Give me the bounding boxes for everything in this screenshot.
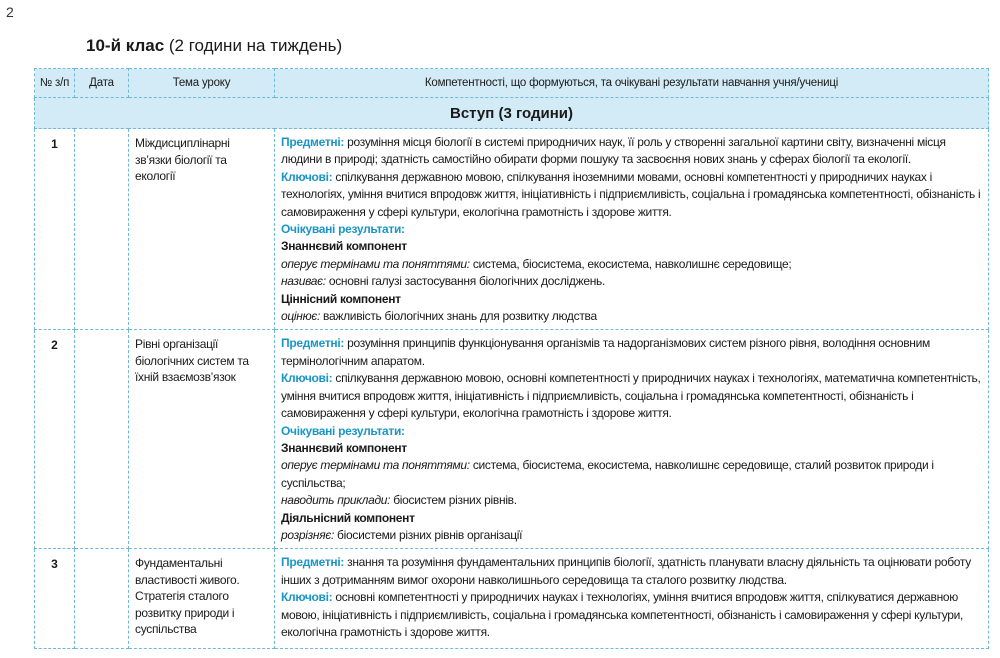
key-label: Ключові: — [281, 590, 333, 605]
key-text: основні компетентності у природничих науках і технологіях, уміння вчитися впродовж життя, спілкуватися державною мовою, ініціативність і підприємливість, соціальна і громадянська компетентності, обізнаність і самовираження у сфері культури, екологічна грамотність і здорове життя. — [281, 590, 964, 639]
header-date: Дата — [75, 69, 129, 98]
subject-label: Предметні: — [281, 336, 345, 351]
results-label: Очікувані результати: — [281, 222, 405, 237]
subject-competencies — [281, 554, 984, 589]
row-number: 1 — [35, 129, 75, 330]
subject-label: Предметні: — [281, 555, 345, 570]
row-topic: Фундаментальні властивості живого. Стратегія сталого розвитку природи і суспільства — [129, 549, 275, 649]
heading-class: 10-й клас — [86, 36, 165, 55]
key-label: Ключові: — [281, 169, 333, 184]
subject-text: розуміння місця біології в системі природничих наук, її роль у створенні загальної картини світу, визначенні місця людини в природі; здатність самостійно обирати форми пошуку та засвоєння нових знань у сферах біології та екології. — [281, 135, 946, 167]
verb-text: основні галузі застосування біологічних досліджень. — [325, 274, 606, 289]
verb-text: система, біосистема, екосистема, навколишнє середовище; — [469, 256, 792, 271]
header-topic: Тема уроку — [129, 69, 275, 98]
key-label: Ключові: — [281, 371, 333, 386]
row-date — [75, 129, 129, 330]
page-heading — [86, 36, 342, 56]
verb: оперує термінами та поняттями: — [281, 256, 470, 271]
verb-text: важливість біологічних знань для розвитку людства — [320, 309, 597, 324]
component-line — [281, 457, 984, 492]
row-date — [75, 549, 129, 649]
table-header-row — [35, 69, 989, 98]
subject-label: Предметні: — [281, 135, 345, 149]
component-title: Знаннєвий компонент — [281, 239, 407, 254]
component-title: Ціннісний компонент — [281, 291, 401, 306]
row-topic: Рівні організації біологічних систем та їхній взаємозв’язок — [129, 330, 275, 549]
table-row — [35, 330, 989, 549]
verb-text: біосистеми різних рівнів організації — [334, 527, 523, 542]
header-number: № з/п — [35, 69, 75, 98]
verb: наводить приклади: — [281, 493, 391, 508]
row-competencies — [275, 330, 989, 549]
subject-text: розуміння принципів функціонування організмів та надорганізмових систем різного рівня, володіння основним термінологічним апаратом. — [281, 336, 930, 368]
subject-text: знання та розуміння фундаментальних принципів біології, здатність планувати власну діяльність та оцінювати роботу інших з дотриманням вимог охорони навколишнього середовища та сталого розвитку людства. — [281, 555, 971, 587]
row-number: 2 — [35, 330, 75, 549]
component-line — [281, 492, 984, 509]
row-number: 3 — [35, 549, 75, 649]
component-line — [281, 527, 984, 544]
curriculum-table — [34, 68, 989, 649]
verb: оперує термінами та поняттями: — [281, 458, 470, 473]
key-competencies — [281, 370, 984, 422]
subject-competencies — [281, 134, 984, 169]
verb-text: біосистем різних рівнів. — [390, 493, 517, 508]
section-row — [35, 98, 989, 129]
results-label: Очікувані результати: — [281, 423, 405, 438]
table-row — [35, 129, 989, 330]
component-title: Знаннєвий компонент — [281, 440, 407, 455]
key-competencies — [281, 589, 984, 641]
verb: називає: — [281, 274, 326, 289]
subject-competencies — [281, 335, 984, 370]
component-line — [281, 308, 984, 325]
verb-text: система, біосистема, екосистема, навколишнє середовище, сталий розвиток природи і суспільства; — [281, 458, 934, 490]
row-date — [75, 330, 129, 549]
page-number: 2 — [6, 4, 14, 20]
row-competencies — [275, 129, 989, 330]
component-line — [281, 273, 984, 290]
key-text: спілкування державною мовою, спілкування іноземними мовами, основні компетентності у природничих науках і технологіях, уміння вчитися впродовж життя, ініціативність і підприємливість, соціальна і громадянська компетентності, обізнаність і самовираження у сфері культури, екологічна грамотність і здорове життя. — [281, 169, 981, 219]
table-row — [35, 549, 989, 649]
key-text: спілкування державною мовою, основні компетентності у природничих науках і технологіях, математична компетентність, уміння вчитися впродовж життя, ініціативність і підприємливість, соціальна і громадянська компетентності, обізнаність і самовираження у сфері культури, екологічна грамотність і здорове життя. — [281, 371, 981, 421]
row-topic: Міждисциплінарні зв’язки біології та екології — [129, 129, 275, 330]
verb: розрізняє: — [281, 527, 335, 542]
header-competencies: Компетентності, що формуються, та очікувані результати навчання учня/учениці — [275, 69, 989, 98]
component-title: Діяльнісний компонент — [281, 510, 415, 525]
section-title: Вступ (3 години) — [35, 98, 989, 129]
component-line — [281, 256, 984, 273]
key-competencies — [281, 169, 984, 221]
verb: оцінює: — [281, 309, 321, 324]
heading-hours: (2 години на тиждень) — [164, 36, 343, 55]
row-competencies — [275, 549, 989, 649]
